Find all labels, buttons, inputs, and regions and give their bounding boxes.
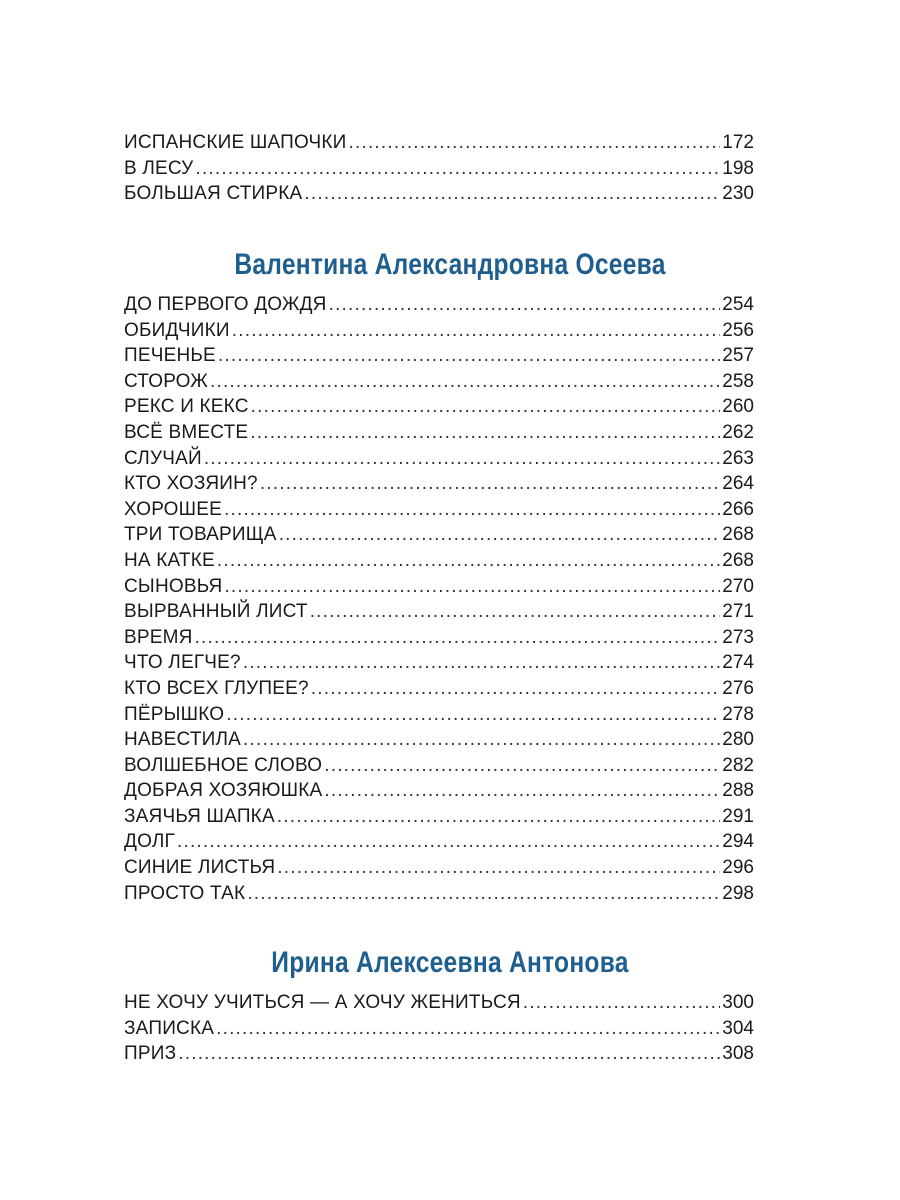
toc-entry-title: ЧТО ЛЕГЧЕ? [124,652,241,674]
toc-entry [124,625,754,651]
toc-entry [124,446,754,472]
toc-entry-page: 258 [722,370,754,392]
toc-entry-page: 294 [722,831,754,853]
toc-entry-title: СИНИЕ ЛИСТЬЯ [124,857,276,879]
toc-entry-page: 263 [722,447,754,469]
toc-entry [124,881,754,907]
toc-dot-leader [311,676,721,702]
toc-entry-page: 300 [722,992,754,1013]
toc-entry-page: 254 [722,294,754,315]
toc-entry [124,343,754,369]
toc-entry-page: 273 [722,626,754,648]
toc-entry-title: БОЛЬШАЯ СТИРКА [124,183,303,205]
toc-dot-leader [277,804,720,830]
toc-entry-page: 276 [722,677,754,699]
toc-dot-leader [224,574,720,600]
toc-dot-leader [277,855,720,881]
toc-entry [124,599,754,625]
toc-entry [124,727,754,753]
toc-entry-title: СЛУЧАЙ [124,447,202,469]
toc-entry [124,471,754,497]
toc-dot-leader [224,497,720,523]
toc-dot-leader [324,778,720,804]
toc-dot-leader [260,471,720,497]
toc-entry-title: ПЁРЫШКО [124,703,225,725]
toc-dot-leader [243,727,720,753]
author-heading-antonova: Ирина Алексеевна Антонова [271,946,629,979]
toc-entry-title: НЕ ХОЧУ УЧИТЬСЯ — А ХОЧУ ЖЕНИТЬСЯ [124,992,521,1013]
toc-entry [124,369,754,395]
toc-dot-leader [226,702,720,728]
toc-entry [124,130,754,156]
toc-entry-title: СТОРОЖ [124,370,208,392]
toc-dot-leader [247,881,720,907]
toc-entry [124,650,754,676]
toc-entry-title: НАВЕСТИЛА [124,729,242,751]
toc-entry [124,1016,754,1042]
toc-entry-page: 172 [722,132,754,153]
toc-entry [124,855,754,881]
toc-entry-page: 270 [722,575,754,597]
toc-entry-title: ЗАПИСКА [124,1017,215,1039]
toc-dot-leader [349,130,721,156]
toc-entry-title: КТО ХОЗЯИН? [124,473,258,495]
toc-dot-leader [324,753,720,779]
toc-entry [124,292,754,318]
toc-dot-leader [279,522,721,548]
toc-entry-title: ОБИДЧИКИ [124,319,230,341]
toc-entry-page: 278 [722,703,754,725]
toc-entry-title: ВСЁ ВМЕСТЕ [124,421,249,443]
toc-entry-page: 298 [722,882,754,904]
toc-entry-page: 262 [722,421,754,443]
toc-entry-title: ДОЛГ [124,831,175,853]
toc-entry [124,156,754,182]
toc-dot-leader [523,990,721,1016]
toc-entry-page: 274 [722,652,754,674]
toc-dot-leader [177,829,720,855]
toc-entry-page: 268 [722,549,754,571]
toc-entry-title: ПРОСТО ТАК [124,882,246,904]
toc-dot-leader [304,181,720,207]
toc-entry-title: ВОЛШЕБНОЕ СЛОВО [124,754,323,776]
toc-entry-title: КТО ВСЕХ ГЛУПЕЕ? [124,677,309,699]
toc-entry-page: 282 [722,754,754,776]
toc-dot-leader [310,599,721,625]
toc-dot-leader [210,369,720,395]
toc-entry [124,778,754,804]
toc-dot-leader [232,318,721,344]
toc-entry-title: ХОРОШЕЕ [124,498,223,520]
toc-entry-title: СЫНОВЬЯ [124,575,223,597]
toc-dot-leader [251,394,721,420]
toc-entry [124,990,754,1016]
toc-entry-page: 256 [722,319,754,341]
toc-dot-leader [243,650,720,676]
toc-entry-page: 271 [722,601,754,623]
toc-entry [124,676,754,702]
toc-entry-title: ЗАЯЧЬЯ ШАПКА [124,805,275,827]
toc-entry-page: 304 [722,1017,754,1039]
toc-entry-title: ПЕЧЕНЬЕ [124,345,216,367]
toc-entry [124,829,754,855]
toc-entry [124,548,754,574]
toc-entry-page: 230 [722,183,754,205]
toc-entry-title: В ЛЕСУ [124,157,194,179]
toc-dot-leader [204,446,720,472]
toc-entry-page: 264 [722,473,754,495]
toc-entry-title: ДОБРАЯ ХОЗЯЮШКА [124,780,323,802]
toc-section-continued [124,130,754,207]
toc-entry-page: 268 [722,524,754,546]
toc-entry [124,702,754,728]
toc-section-oseeva [124,292,754,906]
toc-entry-page: 291 [722,805,754,827]
toc-entry [124,1041,754,1067]
toc-entry-page: 280 [722,729,754,751]
toc-entry-page: 308 [722,1043,754,1065]
toc-entry-page: 288 [722,780,754,802]
toc-entry-page: 260 [722,396,754,418]
toc-entry [124,753,754,779]
toc-dot-leader [250,420,720,446]
toc-entry-title: ТРИ ТОВАРИЩА [124,524,277,546]
toc-entry-title: ДО ПЕРВОГО ДОЖДЯ [124,294,327,315]
toc-dot-leader [216,1016,720,1042]
toc-dot-leader [195,156,720,182]
toc-entry-page: 296 [722,857,754,879]
toc-dot-leader [329,292,721,318]
toc-entry [124,318,754,344]
toc-entry-title: ИСПАНСКИЕ ШАПОЧКИ [124,132,347,153]
toc-entry-title: ВЫРВАННЫЙ ЛИСТ [124,601,308,623]
toc-entry [124,420,754,446]
toc-entry-title: НА КАТКЕ [124,549,215,571]
toc-dot-leader [195,625,721,651]
toc-entry [124,394,754,420]
toc-entry-page: 257 [722,345,754,367]
toc-entry [124,181,754,207]
toc-dot-leader [217,548,720,574]
toc-entry [124,497,754,523]
toc-entry-page: 198 [722,157,754,179]
toc-entry-title: ВРЕМЯ [124,626,193,648]
toc-entry [124,522,754,548]
toc-dot-leader [218,343,720,369]
toc-entry [124,804,754,830]
toc-section-antonova [124,990,754,1067]
toc-entry-title: ПРИЗ [124,1043,177,1065]
toc-dot-leader [178,1041,720,1067]
toc-entry-title: РЕКС И КЕКС [124,396,249,418]
toc-entry-page: 266 [722,498,754,520]
author-heading-oseeva: Валентина Александровна Осеева [234,248,666,281]
toc-entry [124,574,754,600]
